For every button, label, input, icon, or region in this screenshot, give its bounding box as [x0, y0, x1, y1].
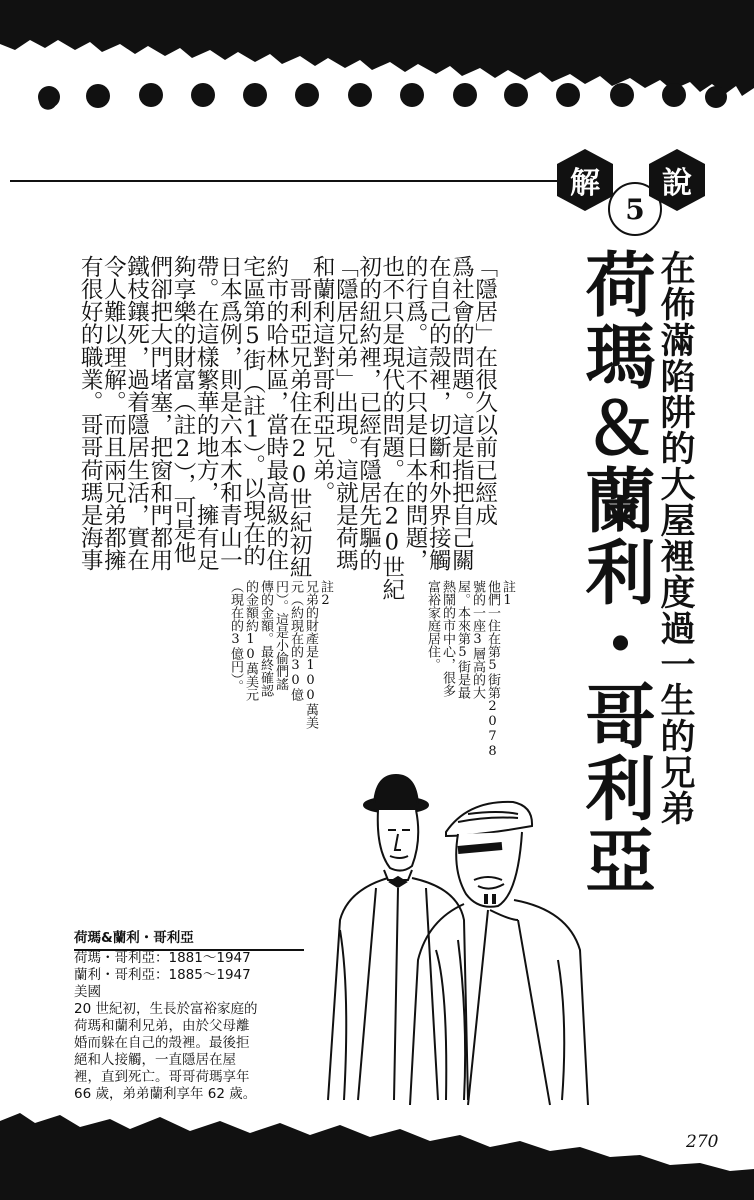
body-column: 爲社會的問題。這是指把自己關: [448, 255, 475, 572]
footnote-1: [425, 580, 515, 759]
body-column: 「隱居」在很久以前已經成: [471, 255, 498, 527]
footnote-column: （現在的3億円）。: [228, 580, 243, 693]
body-column: 在自己的殼裡，切斷和外界接觸: [425, 255, 452, 572]
footnote-column: 富裕家庭居住。: [425, 580, 440, 671]
body-column: 令人難以理解。而且兩兄弟都擁: [100, 255, 127, 572]
info-line: 66 歲，弟弟蘭利享年 62 歲。: [74, 1086, 257, 1102]
footnote-column: 屋。本來第5街是最: [455, 580, 470, 699]
body-column: 約市的哈林區，當時最高級的住: [262, 255, 289, 572]
info-line: 婚而躲在自己的殼裡。最後拒: [74, 1035, 250, 1051]
body-column: 帶。在這樣繁華的地方，擁有足: [193, 255, 220, 572]
footnote-column: 他們一住在第5街第2078: [485, 580, 500, 759]
footnote-column: 熱鬧的市中心，很多: [440, 580, 455, 697]
footnote-column: 兄弟的財產是100萬美: [303, 580, 318, 729]
body-column: 們卻把大門堵塞，把窗和門都用: [146, 255, 173, 572]
body-text: [77, 255, 498, 601]
info-line: 荷瑪和蘭利兄弟，由於父母離: [74, 1018, 250, 1034]
footnote-column: 円）。這是小偷們謠: [273, 580, 288, 691]
info-body: [74, 950, 314, 1103]
body-column: 宅區第5街（註1）。以現在的: [239, 255, 266, 567]
body-column: 也不只是現代的問題。在20世紀: [378, 255, 405, 601]
body-column: 有很好的職業。哥哥荷瑪是海事: [77, 255, 104, 572]
body-column: 夠享樂的財富（註2），可是他: [170, 255, 197, 564]
footnote-column: 註1: [500, 580, 515, 608]
brothers-illustration: [318, 770, 738, 1110]
hexagon-right: [648, 148, 706, 212]
info-line: 裡，直到死亡。哥哥荷瑪享年: [74, 1069, 250, 1085]
footnote-column: 註2: [318, 580, 333, 608]
footnote-column: 的金額約10萬美元: [243, 580, 258, 701]
body-column: 日本爲例，則是六本木和青山一: [216, 255, 243, 572]
footnote-column: 元（約現在的30億: [288, 580, 303, 701]
header-kanji-left: 解: [570, 166, 600, 201]
torn-bottom-border: [0, 1105, 754, 1200]
page-number: 270: [686, 1132, 719, 1152]
body-column: 的行爲。這不只是日本的問題，: [402, 255, 429, 572]
info-line: 蘭利・哥利亞：1885～1947: [74, 967, 251, 983]
info-line: 絕和人接觸，一直隱居在屋: [74, 1052, 236, 1068]
section-number: 5: [608, 182, 662, 236]
body-column: 和蘭利這對哥利亞兄弟。: [309, 255, 336, 504]
article-title: 荷瑪＆蘭利・哥利亞: [574, 248, 657, 896]
footnote-column: 號的一座3層高的大: [470, 580, 485, 699]
body-column: 初的紐約裡，已經有隱居先驅的: [355, 255, 382, 572]
hexagon-left: [556, 148, 614, 212]
header-kanji-right: 說: [662, 166, 692, 201]
body-column: 鐵枝鑲死，過着隱居生活，實在: [123, 255, 150, 572]
body-column: 哥利亞兄弟住在20世紀初紐: [286, 255, 313, 579]
info-line: 20 世紀初，生長於富裕家庭的: [74, 1001, 258, 1017]
torn-top-border: [0, 0, 754, 118]
footnote-2: [228, 580, 333, 729]
article-subtitle: 在佈滿陷阱的大屋裡度過一生的兄弟: [655, 250, 696, 826]
body-column: 「隱居兄弟」出現。這就是荷瑪: [332, 255, 359, 572]
info-line: 美國: [74, 984, 101, 1000]
info-line: 荷瑪・哥利亞：1881～1947: [74, 950, 251, 966]
info-title: 荷瑪&蘭利・哥利亞: [74, 926, 304, 951]
header-rule: [10, 180, 570, 182]
footnote-column: 傳的金額。最終確認: [258, 580, 273, 697]
